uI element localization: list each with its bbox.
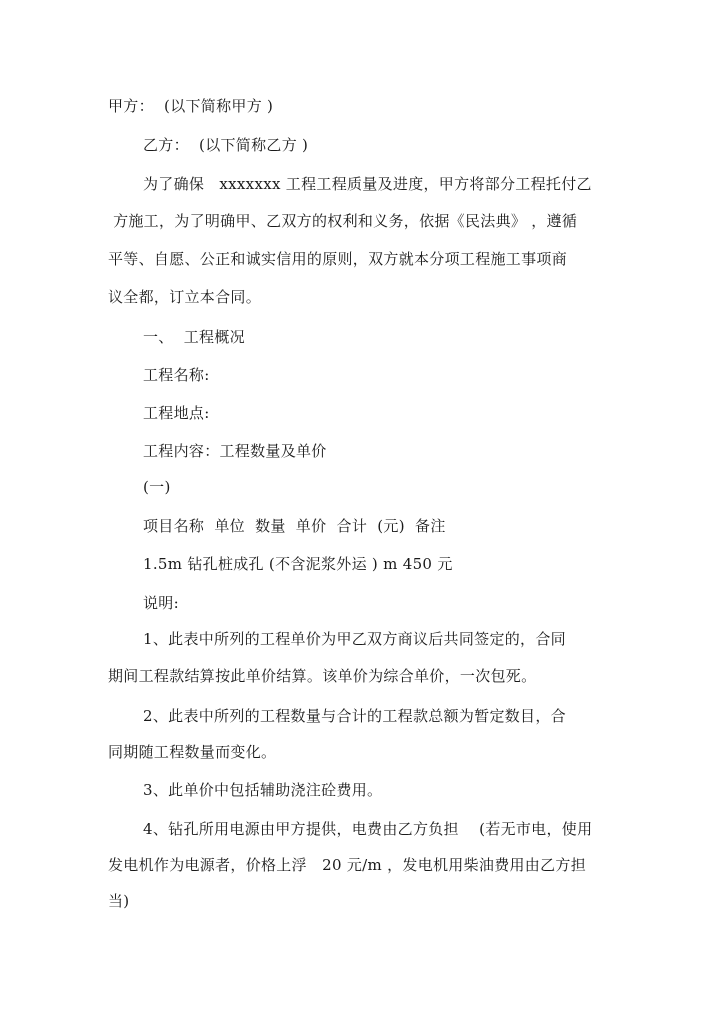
note-4-line-3: 当) [108, 892, 130, 910]
section-1-title: 一、 工程概况 [143, 328, 245, 346]
project-location-label: 工程地点: [143, 404, 210, 422]
note-4-line-2: 发电机作为电源者，价格上浮 20 元/m ，发电机用柴油费用由乙方担 [108, 856, 587, 874]
intro-line-1: 为了确保 xxxxxxx 工程工程质量及进度，甲方将部分工程托付乙 [143, 175, 592, 193]
note-1-line-2: 期间工程款结算按此单价结算。该单价为综合单价，一次包死。 [108, 667, 537, 685]
notes-title: 说明: [143, 594, 179, 612]
note-3-line-1: 3、此单价中包括辅助浇注砼费用。 [143, 781, 383, 799]
note-2-line-1: 2、此表中所列的工程数量与合计的工程款总额为暂定数目，合 [143, 707, 566, 725]
party-a-line: 甲方： (以下简称甲方 ) [108, 97, 274, 115]
intro-line-2: 方施工，为了明确甲、乙双方的权利和义务，依据《民法典》 ，遵循 [108, 212, 578, 230]
intro-line-3: 平等、自愿、公正和诚实信用的原则，双方就本分项工程施工事项商 [108, 250, 568, 268]
sub-section-marker: (一) [143, 478, 171, 496]
party-b-line: 乙方： (以下简称乙方 ) [143, 136, 309, 154]
note-1-line-1: 1、此表中所列的工程单价为甲乙双方商议后共同签定的，合同 [143, 630, 566, 648]
project-content-label: 工程内容：工程数量及单价 [143, 442, 327, 460]
table-header-row: 项目名称 单位 数量 单价 合计 (元) 备注 [143, 517, 446, 535]
project-name-label: 工程名称: [143, 366, 210, 384]
note-4-line-1: 4、钻孔所用电源由甲方提供，电费由乙方负担 (若无市电，使用 [143, 820, 593, 838]
note-2-line-2: 同期随工程数量而变化。 [108, 743, 277, 761]
table-data-row: 1.5m 钻孔桩成孔 (不含泥浆外运 ) m 450 元 [143, 555, 453, 573]
intro-line-4: 议全都，订立本合同。 [108, 288, 262, 306]
